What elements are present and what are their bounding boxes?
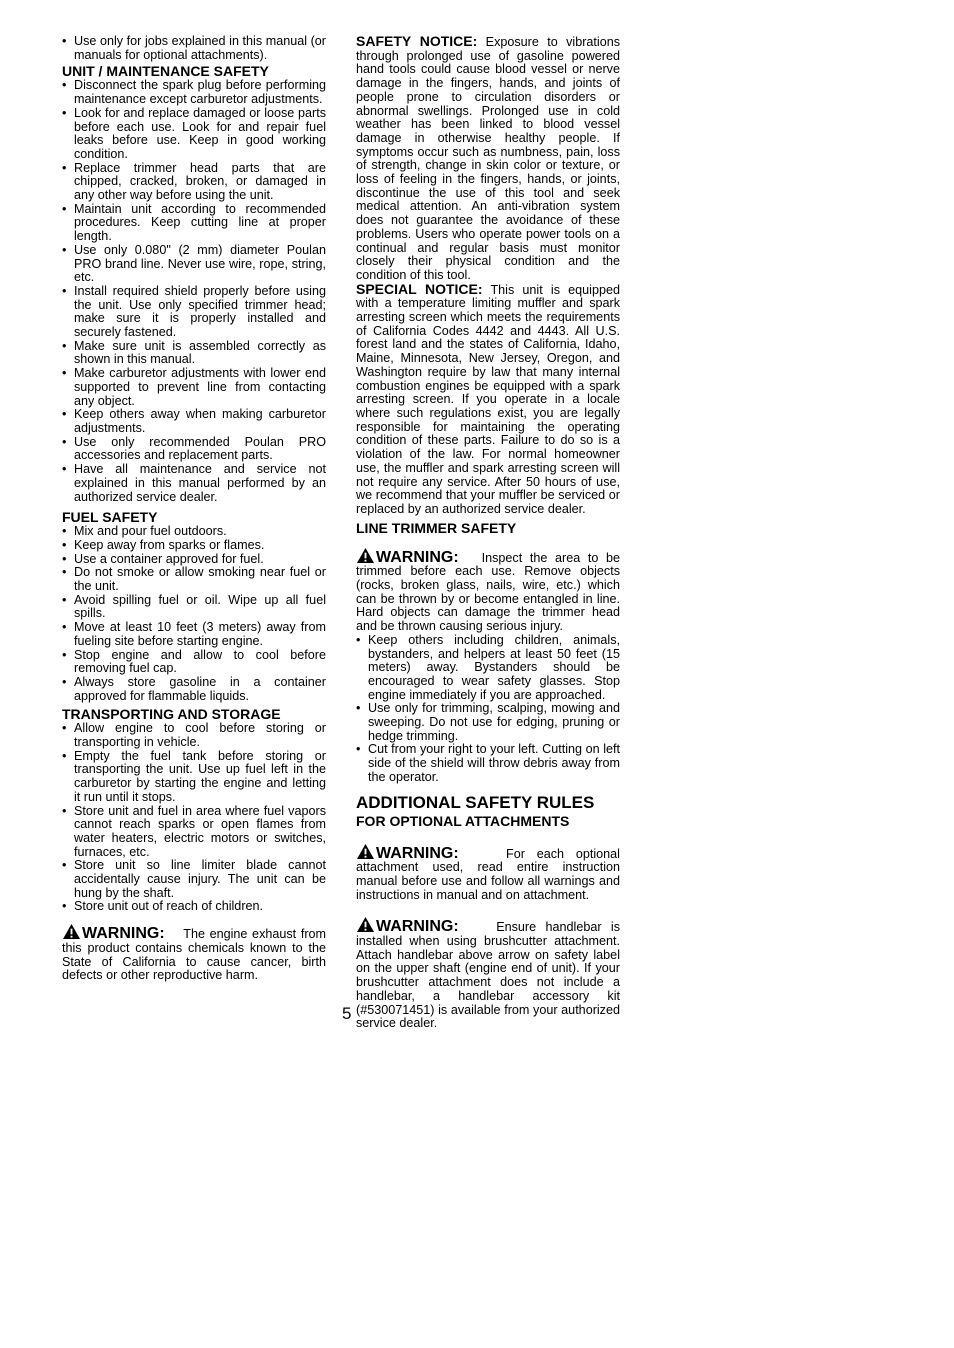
list-item: • Store unit and fuel in area where fuel vapors cannot reach sparks or open flames from water heaters, electric motors or switches, furnaces, etc. — [62, 805, 326, 860]
list-item: • Use only for jobs explained in this manual (or manuals for optional attachments). — [62, 35, 326, 62]
safety-notice-text: Exposure to vibrations through prolonged use of gasoline powered hand tools could cause blood vessel or nerve damage in the fingers, hands, and joints of people prone to circulation disorders or abnormal swellings. Prolonged use in cold weather has been linked to blood vessel damage in otherwise healthy people. If symptoms occur such as numbness, pain, loss of strength, change in skin color or texture, or loss of feeling in the fingers, hands, or joints, discontinue the use of this tool and seek medical attention. An anti-vibration system does not guarantee the avoidance of these problems. Users who operate power tools on a continual and regular basis must monitor closely their physical condition and the condition of this tool. — [356, 35, 621, 282]
list-item: • Disconnect the spark plug before performing maintenance except carburetor adjustments. — [62, 79, 326, 106]
transport-storage-list — [62, 722, 326, 914]
line-trimmer-heading: LINE TRIMMER SAFETY — [356, 519, 517, 536]
list-item: • Do not smoke or allow smoking near fuel or the unit. — [62, 566, 326, 593]
warning-triangle-icon — [62, 923, 81, 940]
list-item: • Store unit so line limiter blade cannot accidentally cause injury. The unit can be hung by the shaft. — [62, 859, 326, 900]
safety-notice — [356, 35, 620, 283]
list-item: • Allow engine to cool before storing or transporting in vehicle. — [62, 722, 326, 749]
list-item: • Mix and pour fuel outdoors. — [62, 525, 326, 539]
unit-maintenance-list — [62, 79, 326, 504]
warning-triangle-icon — [356, 843, 375, 860]
optional-attachments-subheading: FOR OPTIONAL ATTACHMENTS — [356, 812, 570, 829]
list-item: • Avoid spilling fuel or oil. Wipe up all fuel spills. — [62, 594, 326, 621]
list-item: • Make sure unit is assembled correctly as shown in this manual. — [62, 340, 326, 367]
list-item: • Cut from your right to your left. Cutting on left side of the shield will throw debris away from the operator. — [356, 743, 620, 784]
warning-text: The engine exhaust from this product contains chemicals known to the State of California to cause cancer, birth defects or other reproductive harm. — [62, 927, 327, 983]
list-item: • Use only recommended Poulan PRO accessories and replacement parts. — [62, 436, 326, 463]
warning-text: Ensure handlebar is installed when using brushcutter attachment. Attach handlebar above arrow on safety label on the upper shaft (engine end of unit). If your brushcutter attachment does not include a handlebar, a handlebar accessory kit (#530071451) is available from your authorized service dealer. — [356, 920, 621, 1031]
list-item: • Use only 0.080" (2 mm) diameter Poulan PRO brand line. Never use wire, rope, string, etc. — [62, 244, 326, 285]
warning-text: Inspect the area to be trimmed before each use. Remove objects (rocks, broken glass, nails, wire, etc.) which can be thrown by or become entangled in line. Hard objects can damage the trimmer head and be thrown causing serious injury. — [356, 550, 620, 634]
list-item: • Have all maintenance and service not explained in this manual performed by an authorized service dealer. — [62, 463, 326, 504]
list-item: • Use only for trimming, scalping, mowing and sweeping. Do not use for edging, pruning or hedge trimming. — [356, 702, 620, 743]
list-item: • Stop engine and allow to cool before removing fuel cap. — [62, 649, 326, 676]
special-notice — [356, 280, 620, 517]
warning-text: For each optional attachment used, read entire instruction manual before use and follow all warnings and instructions in manual and on attachment. — [356, 846, 620, 902]
safety-notice-label: SAFETY NOTICE: — [356, 33, 478, 49]
list-item: • Always store gasoline in a container approved for flammable liquids. — [62, 676, 326, 703]
unit-maintenance-heading: UNIT / MAINTENANCE SAFETY — [62, 63, 269, 80]
list-item: • Keep others including children, animals, bystanders, and helpers at least 50 feet (15 meters) away. Bystanders should be encouraged to wear safety glasses. Stop engine immediately if you are approached. — [356, 634, 620, 703]
warning-triangle-icon — [356, 547, 375, 564]
handlebar-warning — [356, 916, 620, 1031]
fuel-safety-heading: FUEL SAFETY — [62, 509, 158, 526]
special-notice-label: SPECIAL NOTICE: — [356, 280, 483, 297]
list-item: • Make carburetor adjustments with lower end supported to prevent line from contacting any object. — [62, 367, 326, 408]
line-trimmer-list — [356, 634, 620, 785]
list-item: • Maintain unit according to recommended procedures. Keep cutting line at proper length. — [62, 203, 326, 244]
warning-label: WARNING: — [376, 844, 459, 862]
list-item: • Store unit out of reach of children. — [62, 900, 326, 914]
warning-label: WARNING: — [376, 918, 459, 936]
list-item: • Install required shield properly before using the unit. Use only specified trimmer head; make sure it is properly installed and securely fastened. — [62, 285, 326, 340]
warning-triangle-icon — [356, 916, 375, 933]
attachment-warning — [356, 843, 620, 903]
fuel-safety-list — [62, 525, 326, 703]
list-item: • Move at least 10 feet (3 meters) away from fueling site before starting engine. — [62, 621, 326, 648]
list-item: • Replace trimmer head parts that are chipped, cracked, broken, or damaged in any other way before using the unit. — [62, 162, 326, 203]
list-item: • Keep away from sparks or flames. — [62, 539, 326, 553]
list-item: • Use a container approved for fuel. — [62, 553, 326, 567]
left-column — [62, 35, 326, 983]
transport-storage-heading: TRANSPORTING AND STORAGE — [62, 706, 281, 723]
exhaust-warning — [62, 923, 326, 983]
right-column — [356, 35, 620, 1031]
list-item: • Look for and replace damaged or loose parts before each use. Look for and repair fuel leaks before use. Keep in good working condition. — [62, 107, 326, 162]
list-item: • Keep others away when making carburetor adjustments. — [62, 408, 326, 435]
special-notice-text: This unit is equipped with a temperature limiting muffler and spark arresting screen which meets the requirements of California Codes 4442 and 4443. All U.S. forest land and the states of California, Idaho, Maine, Minnesota, New Jersey, Oregon, and Washington require by law that many internal combustion engines be equipped with a spark arresting screen. If you operate in a locale where such regulations exist, you are legally responsible for maintaining the operating condition of these parts. Failure to do so is a violation of the law. For normal homeowner use, the muffler and spark arresting screen will not require any service. After 50 hours of use, we recommend that your muffler be serviced or replaced by an authorized service dealer. — [356, 282, 620, 516]
warning-label: WARNING: — [376, 548, 459, 566]
page-number: 5 — [342, 1004, 352, 1023]
additional-safety-heading: ADDITIONAL SAFETY RULES — [356, 792, 595, 812]
warning-label: WARNING: — [82, 925, 165, 943]
intro-list — [62, 35, 326, 62]
list-item: • Empty the fuel tank before storing or transporting the unit. Use up fuel left in the carburetor by starting the engine and letting it run until it stops. — [62, 750, 326, 805]
line-trimmer-warning — [356, 547, 620, 634]
